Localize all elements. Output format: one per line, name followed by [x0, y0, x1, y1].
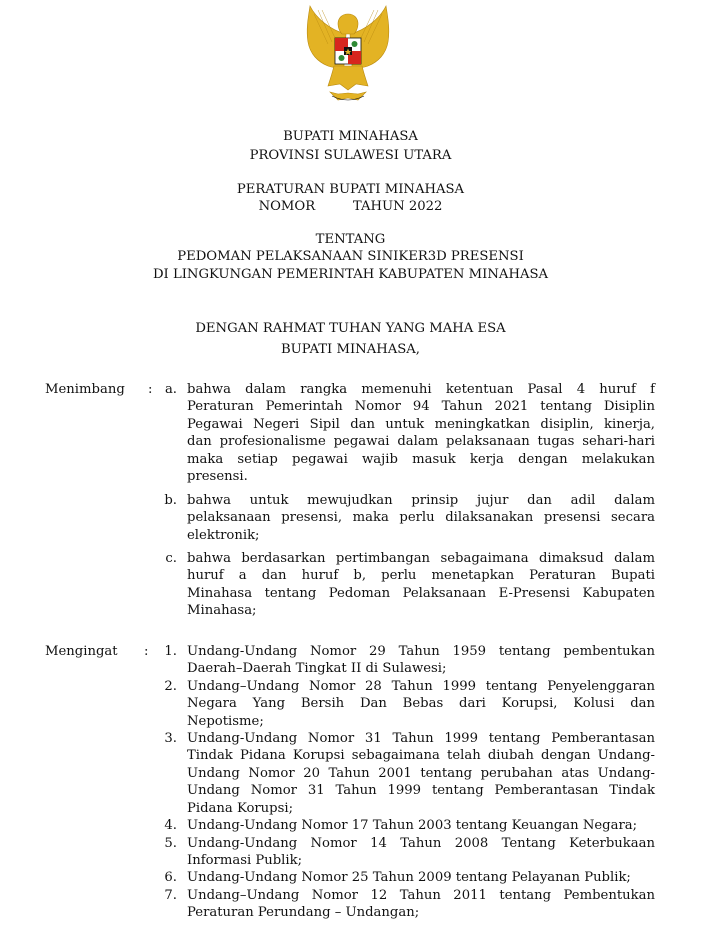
- item-marker: 1.: [164, 644, 177, 659]
- item-text: [187, 835, 655, 870]
- item-line: bahwa untuk mewujudkan prinsip jujur dan adil dalam: [187, 493, 655, 508]
- item-line: Undang-Undang Nomor 31 Tahun 1999 tentang Pemberantasan: [187, 731, 655, 746]
- mengingat-colon: :: [144, 644, 149, 659]
- issuer-line-2: PROVINSI SULAWESI UTARA: [249, 148, 452, 163]
- item-line: Pidana Korupsi;: [187, 800, 294, 816]
- item-line: maka setiap pegawai wajib masuk kerja dengan melakukan: [187, 451, 655, 467]
- item-marker: b.: [164, 493, 177, 508]
- item-marker: a.: [164, 382, 177, 397]
- item-line: Nepotisme;: [187, 713, 264, 729]
- item-line: bahwa dalam rangka memenuhi ketentuan Pasal 4 huruf f: [187, 382, 655, 397]
- subject-line-2: DI LINGKUNGAN PEMERINTAH KABUPATEN MINAHASA: [152, 267, 549, 282]
- item-line: pelaksanaan presensi, maka perlu dilaksanakan presensi secara: [187, 510, 655, 526]
- preamble-line-2: BUPATI MINAHASA,: [280, 342, 420, 357]
- item-line: Undang-Undang Nomor 17 Tahun 2003 tentang Keuangan Negara;: [187, 818, 638, 833]
- item-line: Pegawai Negeri Sipil dan untuk meningkatkan disiplin, kinerja,: [187, 416, 655, 432]
- item-line: presensi.: [187, 469, 248, 485]
- issuer-line-1: BUPATI MINAHASA: [283, 129, 418, 144]
- item-marker: 2.: [164, 679, 177, 694]
- item-line: Peraturan Perundang – Undangan;: [187, 905, 420, 921]
- item-line: elektronik;: [187, 527, 260, 543]
- garuda-emblem: [300, 4, 396, 106]
- item-line: Informasi Publik;: [187, 853, 303, 869]
- menimbang-colon: :: [148, 382, 153, 397]
- item-text: [187, 643, 655, 678]
- regulation-number: NOMOR TAHUN 2022: [258, 199, 443, 214]
- preamble-line-1: DENGAN RAHMAT TUHAN YANG MAHA ESA: [195, 321, 506, 336]
- item-line: Undang-Undang Nomor 29 Tahun 1959 tentang pembentukan: [187, 644, 655, 659]
- item-line: Minahasa tentang Pedoman Pelaksanaan E-Presensi Kabupaten: [187, 585, 655, 601]
- menimbang-label: Menimbang: [45, 382, 125, 397]
- item-text: [187, 730, 655, 817]
- item-line: Undang–Undang Nomor 12 Tahun 2011 tentang Pembentukan: [187, 888, 655, 903]
- item-line: bahwa berdasarkan pertimbangan sebagaimana dimaksud dalam: [187, 551, 655, 566]
- item-marker: 5.: [164, 836, 177, 851]
- item-marker: c.: [165, 551, 177, 566]
- item-text: [187, 381, 655, 485]
- item-text: [187, 550, 655, 620]
- item-line: Tindak Pidana Korupsi sebagaimana telah diubah dengan Undang-: [187, 748, 655, 764]
- item-text: [187, 678, 655, 730]
- item-marker: 7.: [164, 888, 177, 903]
- item-line: huruf a dan huruf b, perlu menetapkan Peraturan Bupati: [187, 568, 655, 584]
- item-text: [187, 492, 655, 544]
- item-marker: 3.: [164, 731, 177, 746]
- regulation-title: PERATURAN BUPATI MINAHASA: [236, 182, 465, 197]
- item-text: [187, 887, 655, 922]
- item-line: dan profesionalisme pegawai dalam pelaksanaan tugas sehari-hari: [187, 434, 655, 450]
- item-line: Undang Nomor 31 Tahun 1999 tentang Pemberantasan Tindak: [187, 783, 655, 799]
- item-line: Undang-Undang Nomor 25 Tahun 2009 tentang Pelayanan Publik;: [187, 870, 631, 885]
- item-marker: 6.: [164, 870, 177, 885]
- subject-line-1: PEDOMAN PELAKSANAAN SINIKER3D PRESENSI: [177, 249, 524, 264]
- subject-label: TENTANG: [315, 232, 386, 247]
- item-text: [187, 869, 655, 886]
- item-line: Minahasa;: [187, 603, 257, 619]
- mengingat-label: Mengingat: [45, 644, 118, 659]
- item-line: Undang Nomor 20 Tahun 2001 tentang perubahan atas Undang-: [187, 765, 655, 781]
- item-line: Peraturan Pemerintah Nomor 94 Tahun 2021 tentang Disiplin: [187, 399, 655, 415]
- item-line: Undang-Undang Nomor 14 Tahun 2008 Tentang Keterbukaan: [187, 836, 655, 851]
- item-line: Negara Yang Bersih Dan Bebas dari Korupsi, Kolusi dan: [187, 696, 655, 712]
- item-line: Undang–Undang Nomor 28 Tahun 1999 tentang Penyelenggaran: [187, 679, 655, 694]
- item-line: Daerah–Daerah Tingkat II di Sulawesi;: [187, 661, 447, 677]
- item-text: [187, 817, 655, 834]
- item-marker: 4.: [164, 818, 177, 833]
